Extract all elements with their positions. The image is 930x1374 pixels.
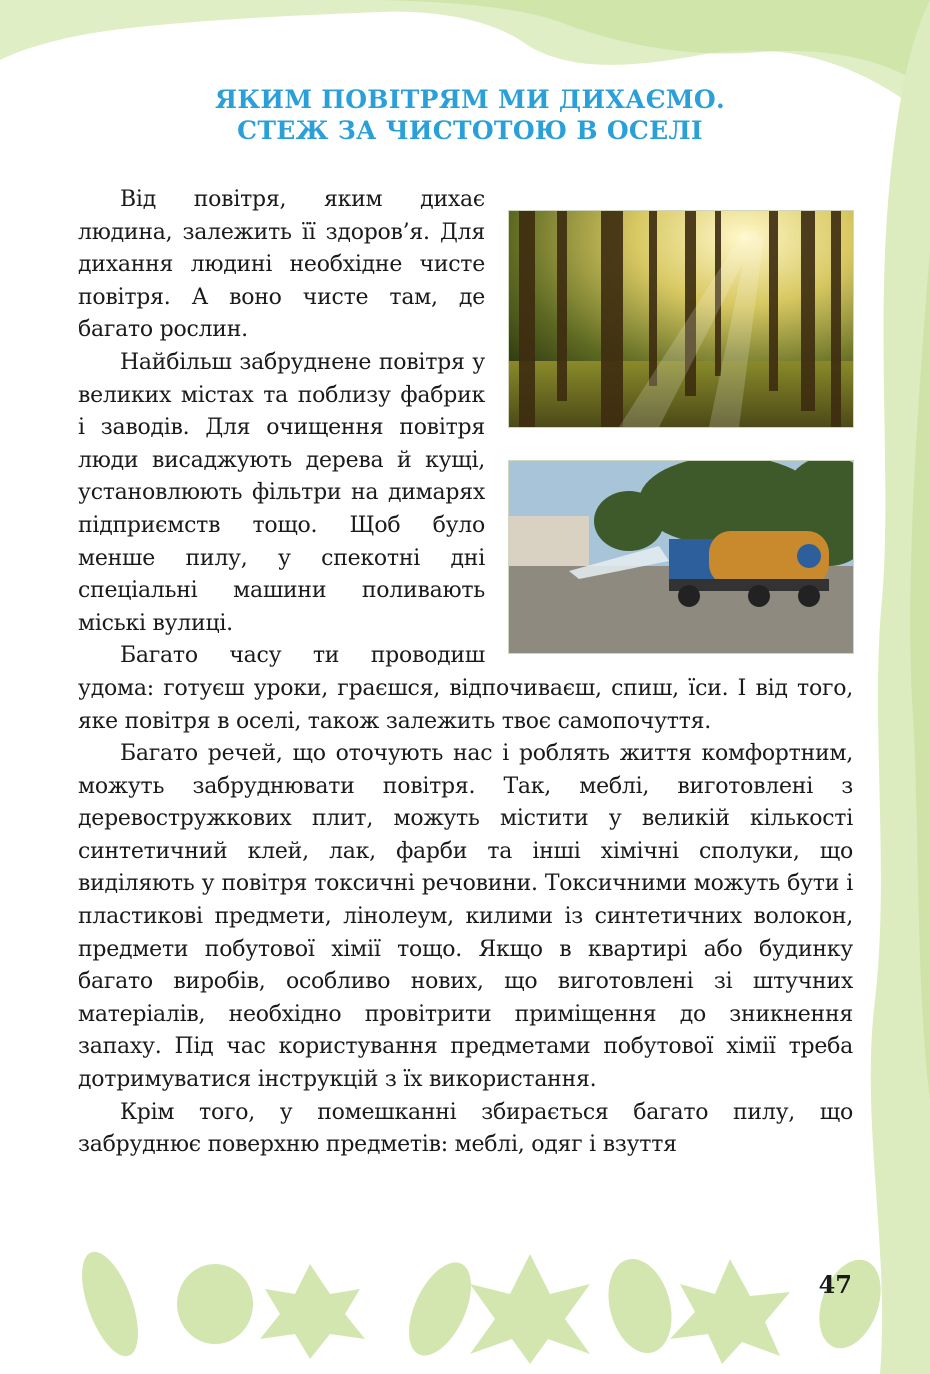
- paragraph-4: Багато речей, що оточують нас і роблять життя комфортним, можуть забруднювати повітря. Так, меблі, виготовлені з деревостружкових плит, можуть містити у великій кількості синтетичний клей, лак, фарби та інші хімічні сполуки, що виділяють у повітря токсичні речовини. Токсичними можуть бути і пластикові предмети, лінолеум, килими із синтетичних волокон, предмети побутової хімії тощо. Якщо в квартирі або будинку багато виробів, особливо нових, що виготовлені зі штучних матеріалів, необхідно провітрити приміщення до зникнення запаху. Під час користування предметами побутової хімії треба дотримуватися інструкцій з їх використання.: [78, 741, 853, 1093]
- paragraph-3: Багато часу ти проводиш удома: готуєш уроки, граєшся, відпочиваєш, спиш, їси. І від того, яке повітря в оселі, також залежить твоє самопочуття.: [78, 643, 853, 734]
- page-title: [150, 84, 790, 146]
- paragraph-2: Найбільш забруднене повітря у великих містах та поблизу фабрик і заводів. Для очищення повітря люди висаджують дерева й кущі, установлюють фільтри на димарях підприємств тощо. Щоб було менше пилу, у спекотні дні спеціальні машини поливають міські вулиці.: [78, 349, 485, 636]
- paragraph-5: Крім того, у помешканні збирається багато пилу, що забруднює поверхню предметів: меблі, одяг і взуття: [78, 1099, 853, 1158]
- paragraph-1: Від повітря, яким дихає людина, залежить її здоров’я. Для дихання людині необхідне чисте повітря. А воно чисте там, де багато рослин.: [78, 187, 485, 343]
- body-text: [78, 184, 853, 1162]
- page-number: 47: [818, 1270, 852, 1299]
- title-line-2: СТЕЖ ЗА ЧИСТОТОЮ В ОСЕЛІ: [237, 116, 703, 145]
- title-line-1: ЯКИМ ПОВІТРЯМ МИ ДИХАЄМО.: [215, 85, 725, 114]
